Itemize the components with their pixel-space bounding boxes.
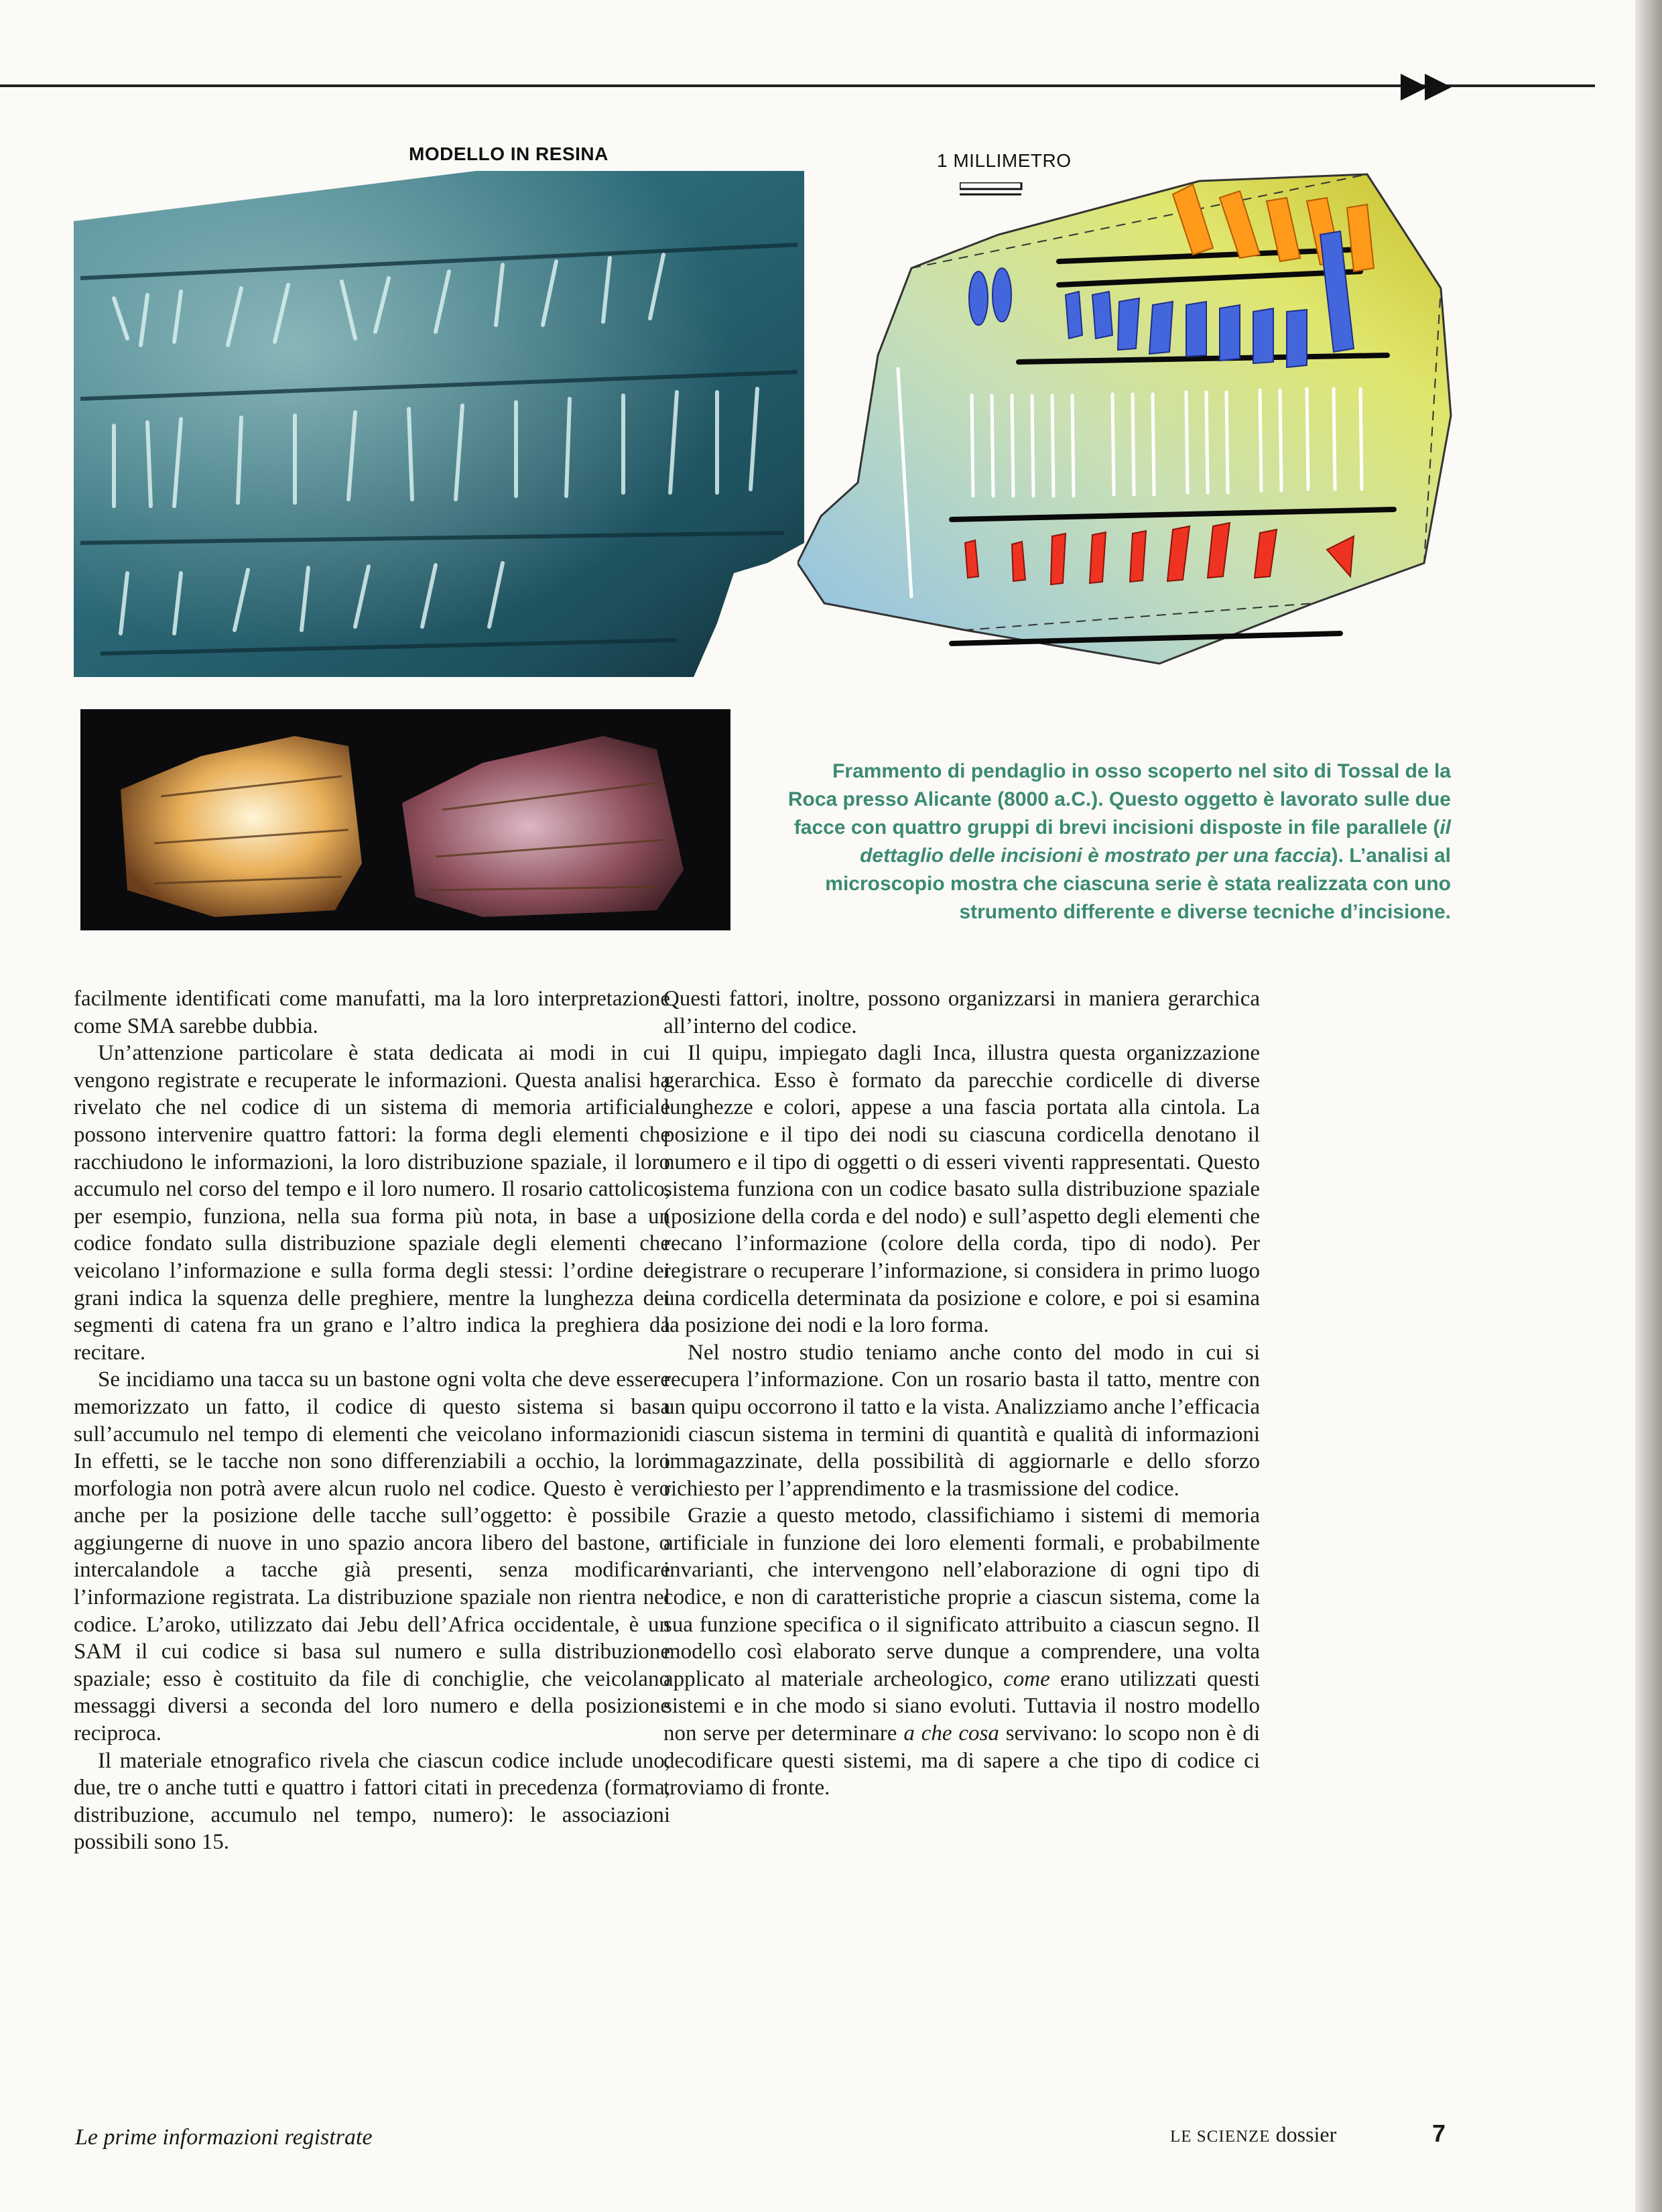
paragraph: Il quipu, impiegato dagli Inca, illustra questa organizzazione gerarchica. Esso è formato da parecchie cordicelle di diverse lunghezze e colori, appese a una fascia portata alla cintola. La posizione e il tipo dei nodi su ciascuna cordicella denotano il numero e il tipo di oggetti o di esseri viventi rappresentati. Questo sistema funziona con un codice basato sulla distribuzione spaziale (posizione della corda e del nodo) e sull’aspetto degli elementi che recano l’informazione (colore della corda, tipo di nodo). Per registrare o recuperare l’informazione, si considera in primo luogo una cordicella determinata da posizione e colore, e poi si esamina la posizione dei nodi e la loro forma. <box>663 1041 1260 1338</box>
text-column-left <box>74 985 670 1856</box>
caption-part-1: Frammento di pendaglio in osso scoperto nel sito di Tossal de la Roca presso Alicante (8000 a.C.). Questo oggetto è lavorato sulle due facce con quattro gruppi di brevi incisioni disposte in file parallele ( <box>787 760 1451 839</box>
page-number: 7 <box>1432 2119 1446 2147</box>
header-rule <box>0 84 1595 87</box>
publication-caps: LE SCIENZE <box>1170 2128 1271 2146</box>
paragraph-text: erano utilizzati questi sistemi e in che modo si siano evoluti. Tuttavia il nostro modello non serve per determinare <box>663 1666 1261 1746</box>
publication-word: dossier <box>1275 2122 1337 2146</box>
paragraph: facilmente identificati come manufatti, ma la loro interpretazione come SMA sarebbe dubbia. <box>74 987 670 1038</box>
caption-italic: il dettaglio delle incisioni è mostrato per una faccia <box>860 816 1451 867</box>
emphasis-a-che-cosa: a che cosa <box>903 1721 999 1746</box>
publication-name <box>1170 2122 1336 2147</box>
paragraph: Nel nostro studio teniamo anche conto del modo in cui si recupera l’informazione. Con un rosario basta il tatto, mentre con un quipu occorrono il tatto e la vista. Analizziamo anche l’efficacia di ciascun sistema in termini di quantità e qualità di informazioni immagazzinate, della possibilità di aggiornarle e dello sforzo richiesto per l’apprendimento e la trasmissione del codice. <box>663 1340 1260 1501</box>
paragraph-text: Grazie a questo metodo, classifichiamo i sistemi di memoria artificiale in funzione dei loro elementi formali, e probabilmente invarianti, che intervengono nell’elaborazione di ogni tipo di codice, e non di caratteristiche proprie a ciascun sistema, come la sua funzione specifica o il significato attribuito a ciascun segno. Il modello così elaborato serve dunque a comprendere, una volta applicato al materiale archeologico, <box>663 1503 1260 1691</box>
paragraph: Se incidiamo una tacca su un bastone ogni volta che deve essere memorizzato un fatto, il codice di questo sistema si basa sull’accumulo nel tempo di elementi che veicolano informazioni. In effetti, se le tacche non sono differenziabili a occhio, la loro morfologia non potrà avere alcun ruolo nel codice. Questo è vero anche per la posizione delle tacche sull’oggetto: è possibile aggiungerne di nuove in uno spazio ancora libero del bastone, o intercalandole a tacche già presenti, senza modificare l’informazione registrata. La distribuzione spaziale non rientra nel codice. L’aroko, utilizzato dai Jebu dell’Africa occidentale, è un SAM il cui codice si basa sul numero e sulla distribuzione spaziale; esso è costituito da file di conchiglie, che veicolano messaggi diversi a seconda del loro numero e della posizione reciproca. <box>74 1367 670 1746</box>
running-title: Le prime informazioni registrate <box>75 2125 373 2150</box>
caption-part-2: ). L’analisi al microscopio mostra che ciascuna serie è stata realizzata con uno strumento differente e diverse tecniche d’incisione. <box>825 845 1451 923</box>
figure-caption <box>787 757 1451 926</box>
forward-arrows-icon <box>1401 72 1481 102</box>
scale-label: 1 MILLIMETRO <box>937 150 1072 171</box>
resin-model-photo <box>74 171 804 677</box>
paragraph: Questi fattori, inoltre, possono organizzarsi in maniera gerarchica all’interno del codice. <box>663 987 1260 1038</box>
paragraph: Un’attenzione particolare è stata dedicata ai modi in cui vengono registrate e recuperate le informazioni. Questa analisi ha rivelato che nel codice di un sistema di memoria artificiale possono intervenire quattro fattori: la forma degli elementi che racchiudono le informazioni, la loro distribuzione spaziale, il loro accumulo nel corso del tempo e il loro numero. Il rosario cattolico, per esempio, funziona, nella sua forma più nota, in base a un codice fondato sulla distribuzione spaziale degli elementi che veicolano l’informazione e sulla forma degli stessi: l’ordine dei grani indica la squenza delle preghiere, mentre la lunghezza dei segmenti di catena fra un grano e l’altro indica la preghiera da recitare. <box>74 1041 670 1365</box>
page-binding-edge <box>1635 0 1662 2212</box>
paragraph-text: servivano: lo scopo non è di decodificare questi sistemi, ma di sapere a che tipo di codice ci troviamo di fronte. <box>663 1721 1260 1800</box>
resin-model-label: MODELLO IN RESINA <box>409 143 609 164</box>
text-column-right <box>663 985 1260 1802</box>
emphasis-come: come <box>1003 1666 1050 1691</box>
incision-microscope-diagram <box>797 134 1468 670</box>
paragraph: Il materiale etnografico rivela che ciascun codice include uno, due, tre o anche tutti e quattro i fattori citati in precedenza (forma, distribuzione, accumulo nel tempo, numero): le associazioni possibili sono 15. <box>74 1748 670 1855</box>
pendant-two-faces-photo <box>80 709 730 930</box>
paragraph <box>663 1502 1260 1802</box>
